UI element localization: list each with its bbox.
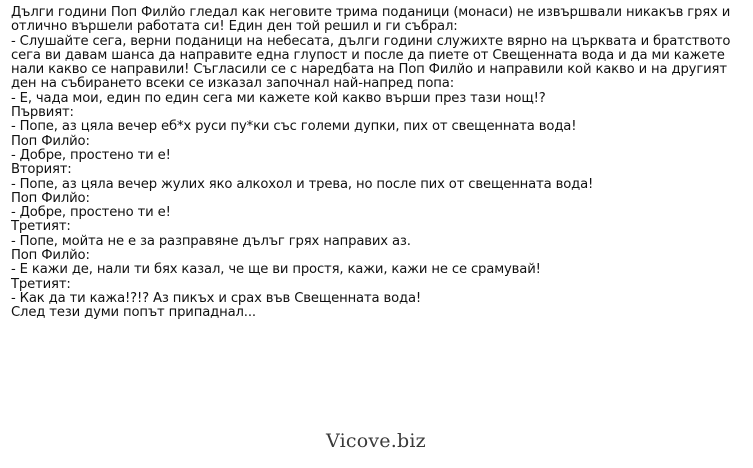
joke-line: - Попе, аз цяла вечер еб*х руси пу*ки със големи дупки, пих от свещенната вода! (11, 119, 577, 135)
joke-line: Третият: (11, 219, 71, 235)
joke-line: Поп Филйо: (11, 133, 90, 149)
joke-line: - Попе, мойта не е за разправяне дълъг грях направих аз. (11, 233, 411, 249)
joke-text (11, 6, 747, 321)
joke-intro: Дълги години Поп Филйо гледал как неговите трима поданици (монаси) не извършвали никакъв грях и отлично вършели работата си! Един ден той решил и ги събрал: (11, 5, 735, 35)
joke-line: - Как да ти кажа!?!? Аз пикъх и срах във Свещенната вода! (11, 290, 422, 306)
joke-line: - Попе, аз цяла вечер жулих яко алкохол и трева, но после пих от свещенната вода! (11, 176, 594, 192)
joke-ending: След тези думи попът припаднал... (11, 305, 256, 321)
site-watermark: Vicove.biz (326, 430, 426, 452)
joke-line: Вторият: (11, 162, 72, 178)
joke-line: - Добре, простено ти е! (11, 205, 171, 221)
joke-line: Поп Филйо: (11, 190, 90, 206)
joke-line: Първият: (11, 105, 74, 121)
joke-line: - Е кажи де, нали ти бях казал, че ще ви простя, кажи, кажи не се срамувай! (11, 262, 541, 278)
joke-line: Поп Филйо: (11, 248, 90, 264)
joke-line: - Е, чада мои, един по един сега ми кажете кой какво върши през тази нощ!? (11, 90, 546, 106)
joke-line: - Слушайте сега, верни поданици на небесата, дълги години служихте вярно на църквата и братството сега ви давам шанса да направите една глупост и после да пиете от Свещенната вода и да ми кажете нали какво се направили! Съгласили се с наредбата на Поп Филйо и направили кой какво и на другият ден на събирането всеки се изказал започнал най-напред попа: (11, 33, 735, 92)
joke-line: - Добре, простено ти е! (11, 147, 171, 163)
joke-line: Третият: (11, 276, 71, 292)
